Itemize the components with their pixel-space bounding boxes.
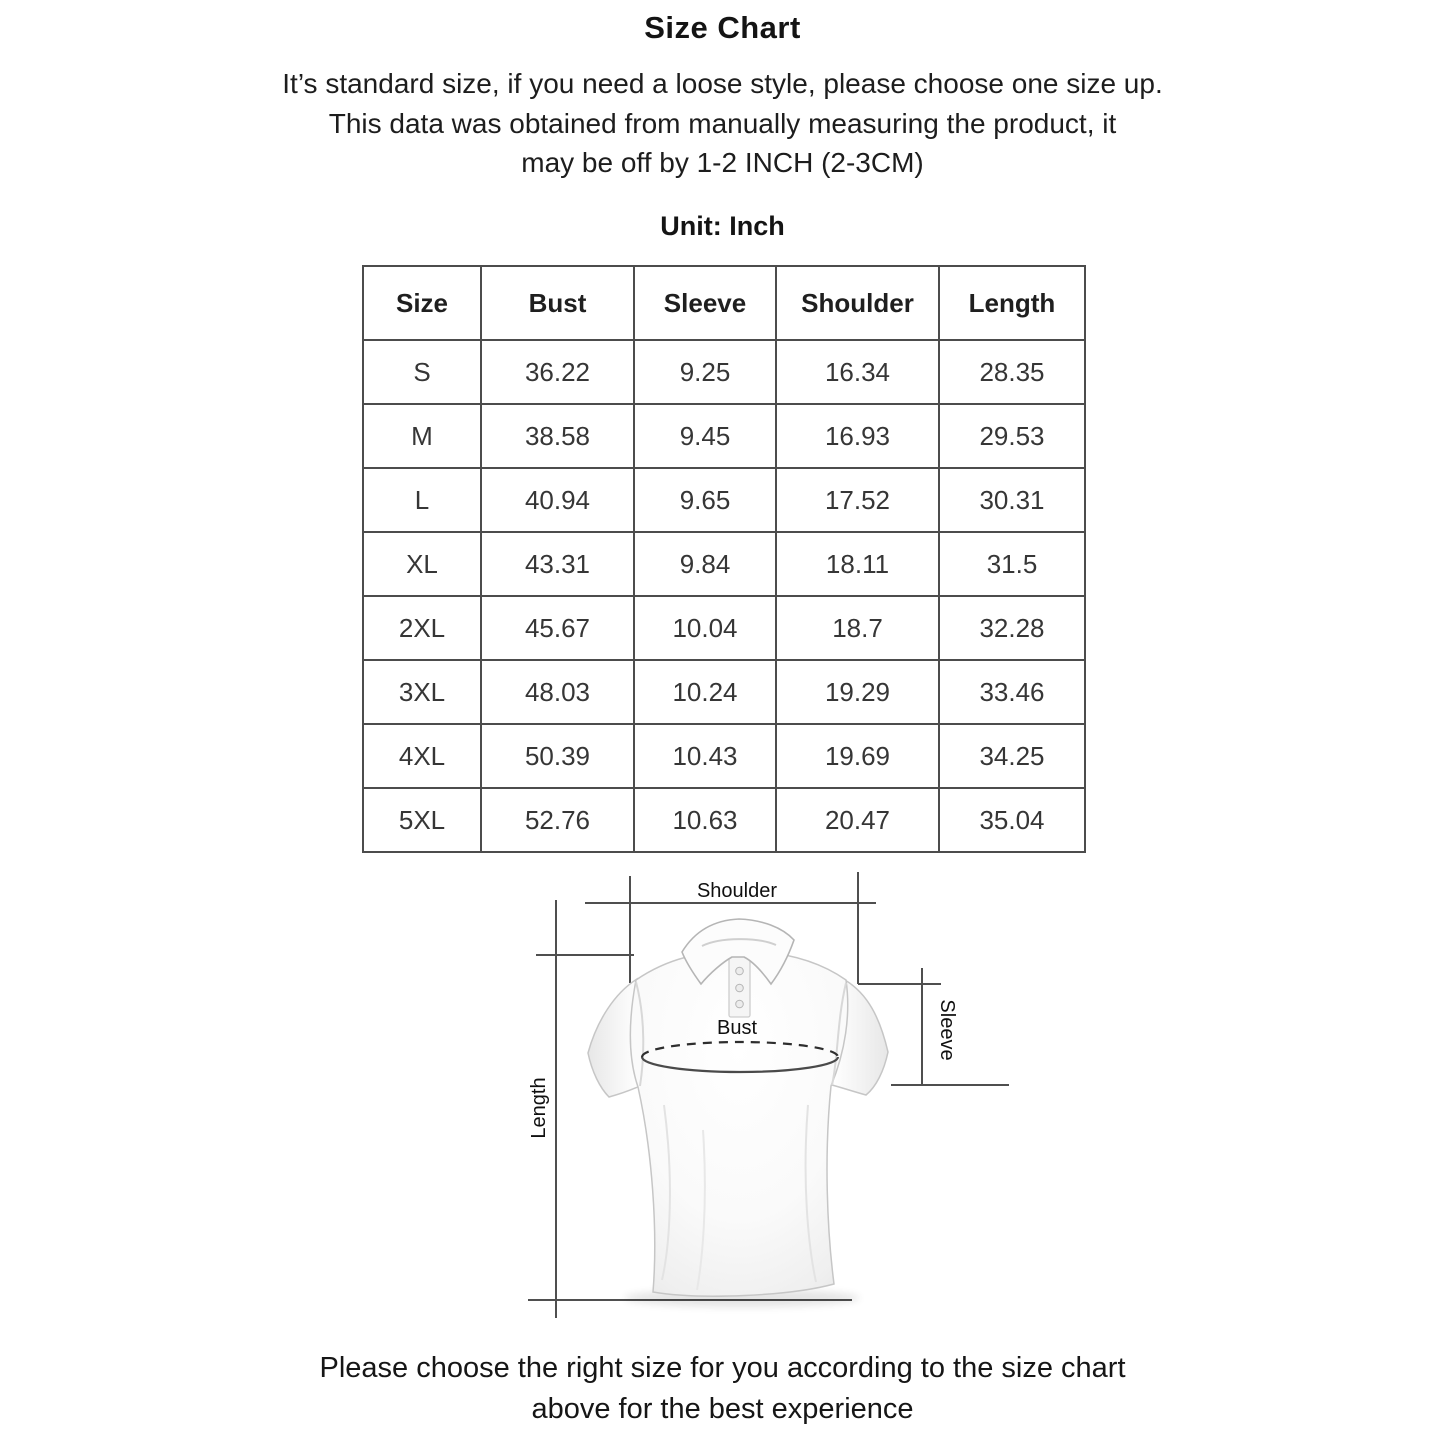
polo-shirt-illustration <box>588 919 888 1307</box>
measurement-cell: 29.53 <box>939 404 1085 468</box>
measurement-cell: 16.34 <box>776 340 939 404</box>
measurement-cell: 36.22 <box>481 340 634 404</box>
measurement-cell: 31.5 <box>939 532 1085 596</box>
measurement-cell: 18.7 <box>776 596 939 660</box>
subtitle-line: This data was obtained from manually measuring the product, it <box>328 107 1117 139</box>
size-table-row <box>363 468 1085 532</box>
measurement-cell: 18.11 <box>776 532 939 596</box>
measurement-cell: 10.63 <box>634 788 776 852</box>
measurement-cell: 16.93 <box>776 404 939 468</box>
measurement-cell: 20.47 <box>776 788 939 852</box>
measurement-cell: 19.69 <box>776 724 939 788</box>
measurement-cell: 34.25 <box>939 724 1085 788</box>
size-table-header-row <box>363 266 1085 340</box>
sleeve-label: Sleeve <box>936 999 958 1061</box>
shoulder-label: Shoulder <box>696 880 778 902</box>
page-title: Size Chart <box>644 10 801 45</box>
length-label: Length <box>528 1077 550 1139</box>
measurement-cell: 17.52 <box>776 468 939 532</box>
bust-label: Bust <box>716 1017 758 1039</box>
measurement-cell: 35.04 <box>939 788 1085 852</box>
size-cell: 4XL <box>363 724 481 788</box>
placket-button <box>736 1000 744 1008</box>
measurement-cell: 9.84 <box>634 532 776 596</box>
size-table-row <box>363 532 1085 596</box>
measurement-cell: 10.04 <box>634 596 776 660</box>
measurement-cell: 19.29 <box>776 660 939 724</box>
size-table-row <box>363 724 1085 788</box>
measurement-cell: 45.67 <box>481 596 634 660</box>
measurement-cell: 32.28 <box>939 596 1085 660</box>
subtitle-line: It’s standard size, if you need a loose style, please choose one size up. <box>282 68 1163 99</box>
size-cell: S <box>363 340 481 404</box>
measurement-cell: 52.76 <box>481 788 634 852</box>
size-cell: M <box>363 404 481 468</box>
footer-line: Please choose the right size for you according to the size chart <box>319 1352 1126 1384</box>
measurement-cell: 10.24 <box>634 660 776 724</box>
measurement-cell: 50.39 <box>481 724 634 788</box>
subtitle <box>0 64 1445 183</box>
size-table-row <box>363 404 1085 468</box>
size-table <box>362 265 1086 853</box>
size-cell: 5XL <box>363 788 481 852</box>
measurement-cell: 33.46 <box>939 660 1085 724</box>
unit-label: Unit: Inch <box>660 211 785 241</box>
measurement-cell: 9.25 <box>634 340 776 404</box>
column-header-bust: Bust <box>481 266 634 340</box>
column-header-shoulder: Shoulder <box>776 266 939 340</box>
measurement-cell: 43.31 <box>481 532 634 596</box>
size-cell: XL <box>363 532 481 596</box>
placket-button <box>736 967 744 975</box>
size-table-row <box>363 788 1085 852</box>
column-header-size: Size <box>363 266 481 340</box>
measurement-cell: 9.65 <box>634 468 776 532</box>
measurement-cell: 40.94 <box>481 468 634 532</box>
column-header-sleeve: Sleeve <box>634 266 776 340</box>
footer-line: above for the best experience <box>531 1393 914 1425</box>
measurement-diagram <box>500 860 1020 1330</box>
measurement-cell: 30.31 <box>939 468 1085 532</box>
size-cell: 2XL <box>363 596 481 660</box>
size-table-row <box>363 596 1085 660</box>
measurement-cell: 9.45 <box>634 404 776 468</box>
size-cell: L <box>363 468 481 532</box>
measurement-cell: 38.58 <box>481 404 634 468</box>
measurement-cell: 10.43 <box>634 724 776 788</box>
measurement-cell: 28.35 <box>939 340 1085 404</box>
size-cell: 3XL <box>363 660 481 724</box>
placket-button <box>736 984 744 992</box>
column-header-length: Length <box>939 266 1085 340</box>
size-table-row <box>363 660 1085 724</box>
measurement-cell: 48.03 <box>481 660 634 724</box>
subtitle-line: may be off by 1-2 INCH (2-3CM) <box>521 147 924 178</box>
size-table-row <box>363 340 1085 404</box>
footer-note <box>0 1348 1445 1430</box>
